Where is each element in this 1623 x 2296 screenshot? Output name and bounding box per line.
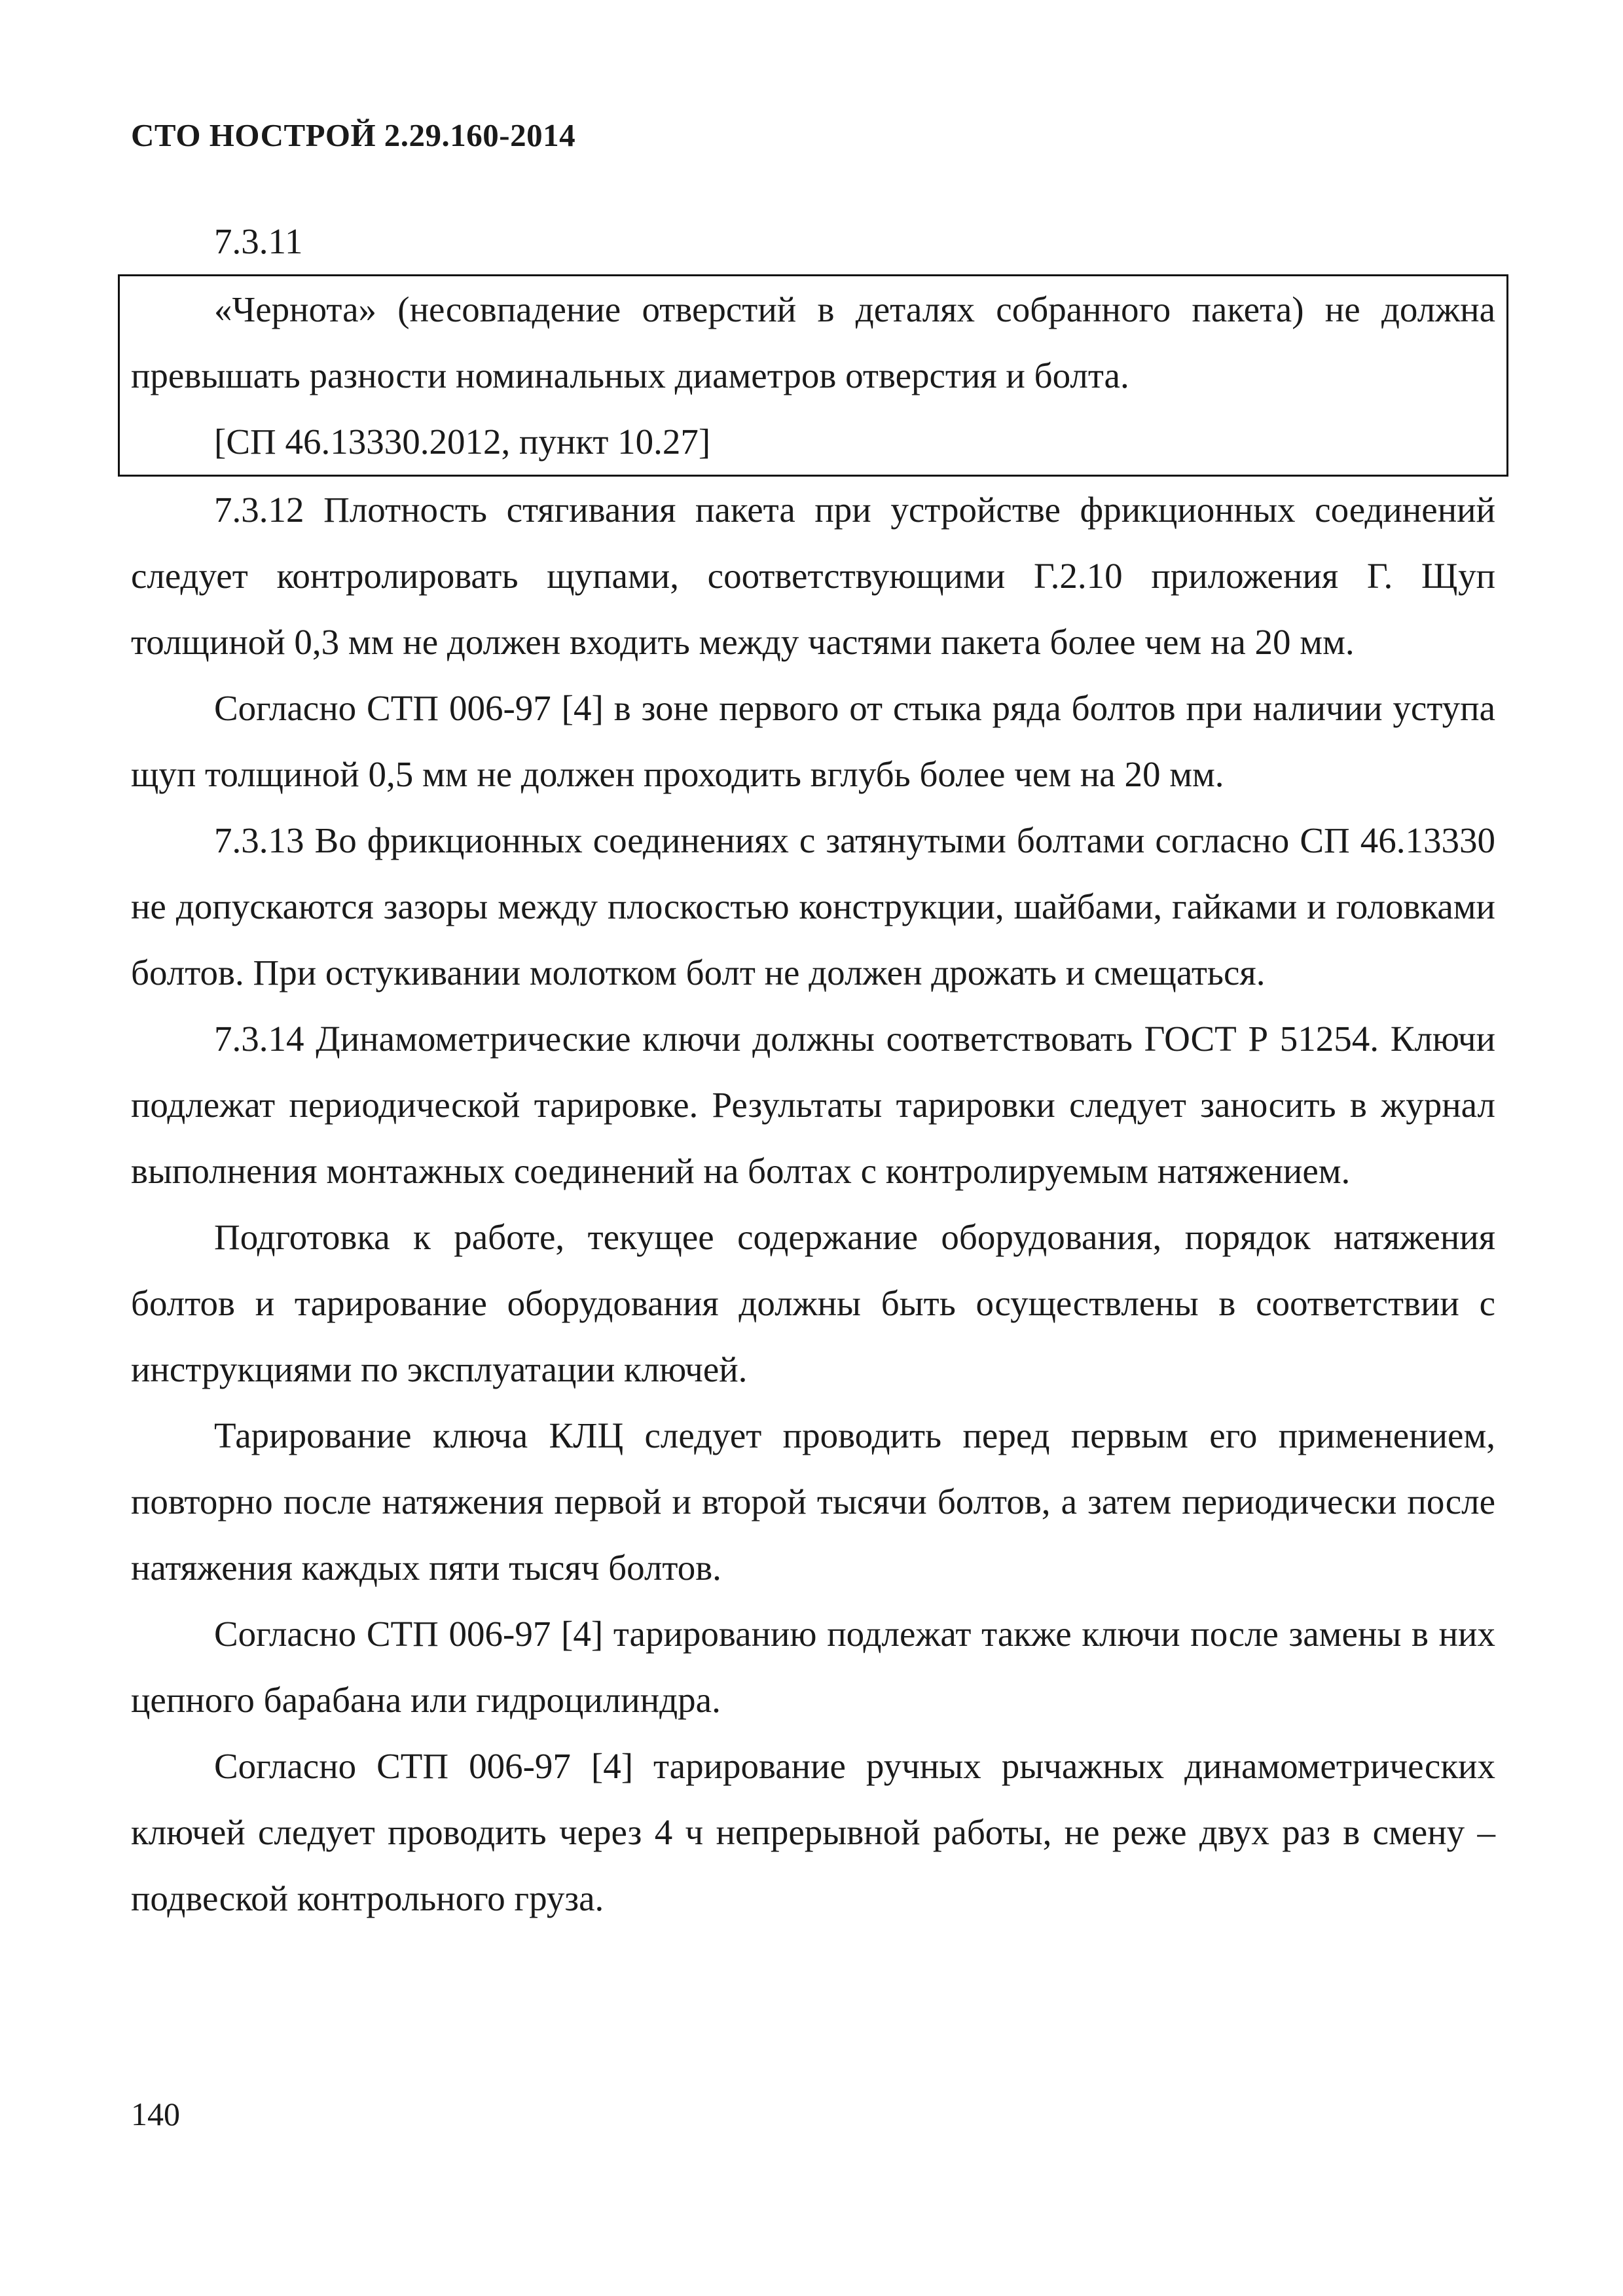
boxed-requirement-reference: [СП 46.13330.2012, пункт 10.27] xyxy=(214,422,711,462)
document-header: СТО НОСТРОЙ 2.29.160-2014 xyxy=(131,117,576,153)
page-number: 140 xyxy=(131,2096,180,2132)
paragraph: Согласно СТП 006-97 [4] тарированию подлежат также ключи после замены в них цепного барабана или гидроцилиндра. xyxy=(131,1614,1495,1720)
document-body xyxy=(131,208,1495,1931)
section-number: 7.3.11 xyxy=(214,221,303,261)
paragraph-7-3-14: 7.3.14 Динамометрические ключи должны соответствовать ГОСТ Р 51254. Ключи подлежат периодической тарировке. Результаты тарировки следует заносить в журнал выполнения монтажных соединений на болтах с контролируемым натяжением. xyxy=(131,1019,1495,1191)
paragraph-7-3-12: 7.3.12 Плотность стягивания пакета при устройстве фрикционных соединений следует контролировать щупами, соответствующими Г.2.10 приложения Г. Щуп толщиной 0,3 мм не должен входить между частями пакета более чем на 20 мм. xyxy=(131,490,1495,662)
paragraph: Тарирование ключа КЛЦ следует проводить перед первым его применением, повторно после натяжения первой и второй тысячи болтов, а затем периодически после натяжения каждых пяти тысяч болтов. xyxy=(131,1415,1495,1588)
paragraph: Подготовка к работе, текущее содержание оборудования, порядок натяжения болтов и тарирование оборудования должны быть осуществлены в соответствии с инструкциями по эксплуатации ключей. xyxy=(131,1217,1495,1389)
paragraph-7-3-13: 7.3.13 Во фрикционных соединениях с затянутыми болтами согласно СП 46.13330 не допускаются зазоры между плоскостью конструкции, шайбами, гайками и головками болтов. При остукивании молотком болт не должен дрожать и смещаться. xyxy=(131,820,1495,993)
boxed-requirement xyxy=(118,274,1508,477)
paragraph: Согласно СТП 006-97 [4] тарирование ручных рычажных динамометрических ключей следует проводить через 4 ч непрерывной работы, не реже двух раз в смену – подвеской контрольного груза. xyxy=(131,1746,1495,1918)
paragraph: Согласно СТП 006-97 [4] в зоне первого от стыка ряда болтов при наличии уступа щуп толщиной 0,5 мм не должен проходить вглубь более чем на 20 мм. xyxy=(131,688,1495,794)
boxed-requirement-text: «Чернота» (несовпадение отверстий в деталях собранного пакета) не должна превышать разности номинальных диаметров отверстия и болта. xyxy=(131,289,1495,395)
